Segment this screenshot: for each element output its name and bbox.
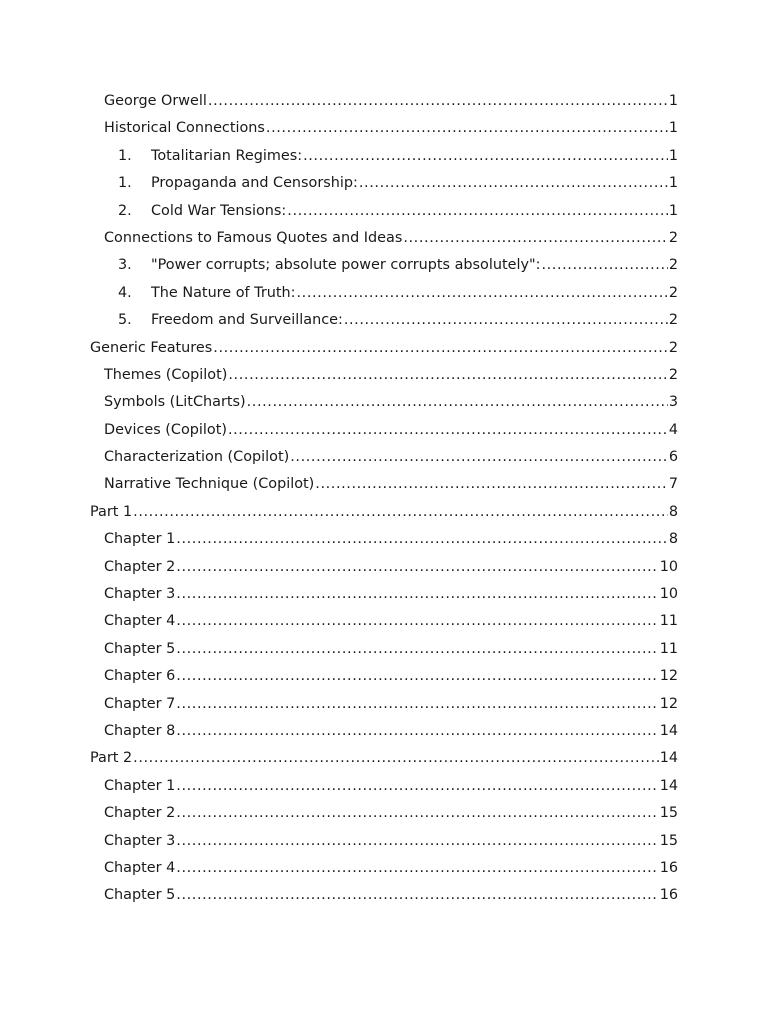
- toc-entry-page-number: 2: [668, 366, 678, 383]
- toc-entry-page-number: 6: [668, 449, 678, 466]
- toc-entry-page-number: 3: [668, 394, 678, 411]
- toc-dot-leader: [344, 307, 668, 334]
- toc-entry-title: Totalitarian Regimes:: [151, 147, 303, 164]
- toc-entry-title: Cold War Tensions:: [151, 202, 287, 219]
- toc-dot-leader: [176, 636, 658, 663]
- toc-entry-title: Chapter 8: [104, 722, 176, 739]
- toc-entry[interactable]: [0, 198, 768, 225]
- toc-entry[interactable]: [0, 663, 768, 690]
- toc-entry-page-number: 4: [668, 421, 678, 438]
- toc-dot-leader: [290, 444, 668, 471]
- toc-entry[interactable]: [0, 444, 768, 471]
- toc-entry[interactable]: [0, 526, 768, 553]
- toc-entry-title: George Orwell: [104, 93, 207, 109]
- toc-entry-title: Freedom and Surveillance:: [151, 312, 343, 329]
- toc-entry[interactable]: [0, 636, 768, 663]
- toc-entry-page-number: 16: [659, 859, 678, 876]
- toc-entry-number: 3.: [118, 257, 132, 274]
- toc-entry-page-number: 10: [659, 558, 678, 575]
- toc-entry-title: Chapter 3: [104, 586, 176, 603]
- toc-entry[interactable]: [0, 225, 768, 252]
- toc-entry[interactable]: [0, 718, 768, 745]
- toc-dot-leader: [228, 362, 667, 389]
- toc-entry[interactable]: [0, 143, 768, 170]
- toc-dot-leader: [303, 143, 668, 170]
- toc-entry-title: Symbols (LitCharts): [104, 394, 246, 411]
- toc-entry-page-number: 12: [659, 695, 678, 712]
- toc-entry-page-number: 2: [668, 257, 678, 274]
- toc-dot-leader: [133, 499, 668, 526]
- toc-entry-page-number: 2: [668, 339, 678, 356]
- toc-entry[interactable]: [0, 307, 768, 334]
- toc-entry-title: Narrative Technique (Copilot): [104, 476, 315, 493]
- toc-entry[interactable]: [0, 115, 768, 142]
- toc-dot-leader: [287, 198, 668, 225]
- toc-entry-page-number: 14: [659, 750, 678, 767]
- toc-entry-page-number: 15: [659, 805, 678, 822]
- toc-entry-title: Chapter 4: [104, 613, 176, 630]
- toc-entry-title: Propaganda and Censorship:: [151, 175, 358, 192]
- toc-entry[interactable]: [0, 828, 768, 855]
- toc-entry[interactable]: [0, 554, 768, 581]
- toc-entry-title: Chapter 2: [104, 558, 176, 575]
- toc-dot-leader: [176, 608, 658, 635]
- toc-entry-title: Chapter 5: [104, 640, 176, 657]
- toc-entry-title: Devices (Copilot): [104, 421, 227, 438]
- toc-dot-leader: [266, 115, 668, 142]
- toc-dot-leader: [176, 828, 658, 855]
- toc-entry-title: Chapter 7: [104, 695, 176, 712]
- toc-entry-number: 5.: [118, 312, 132, 329]
- toc-entry-title: Chapter 1: [104, 531, 176, 548]
- toc-dot-leader: [296, 280, 667, 307]
- toc-entry[interactable]: [0, 280, 768, 307]
- toc-dot-leader: [176, 773, 658, 800]
- toc-entry-page-number: 16: [659, 887, 678, 904]
- toc-entry-page-number: 1: [668, 147, 678, 164]
- toc-entry[interactable]: [0, 499, 768, 526]
- toc-entry-number: 2.: [118, 202, 132, 219]
- toc-dot-leader: [176, 691, 658, 718]
- toc-entry[interactable]: [0, 800, 768, 827]
- toc-entry[interactable]: [0, 471, 768, 498]
- toc-dot-leader: [176, 855, 658, 882]
- toc-entry-title: Chapter 2: [104, 805, 176, 822]
- table-of-contents: [0, 88, 768, 910]
- toc-entry-number: 4.: [118, 284, 132, 301]
- toc-entry[interactable]: [0, 335, 768, 362]
- toc-entry-title: Themes (Copilot): [104, 366, 228, 383]
- toc-entry[interactable]: [0, 252, 768, 279]
- toc-entry-title: Chapter 5: [104, 887, 176, 904]
- toc-entry-page-number: 8: [668, 531, 678, 548]
- toc-entry[interactable]: [0, 773, 768, 800]
- toc-entry[interactable]: [0, 745, 768, 772]
- toc-entry-title: Generic Features: [90, 339, 213, 356]
- toc-entry-page-number: 14: [659, 777, 678, 794]
- toc-dot-leader: [403, 225, 668, 252]
- toc-entry-page-number: 1: [668, 175, 678, 192]
- toc-entry-title: Chapter 1: [104, 777, 176, 794]
- toc-entry-page-number: 12: [659, 668, 678, 685]
- toc-entry-title: Part 2: [90, 750, 133, 767]
- toc-dot-leader: [247, 389, 668, 416]
- toc-entry-page-number: 2: [668, 312, 678, 329]
- toc-entry-title: Historical Connections: [104, 120, 265, 137]
- toc-entry-page-number: 1: [668, 120, 678, 137]
- toc-dot-leader: [176, 581, 658, 608]
- toc-dot-leader: [176, 554, 658, 581]
- toc-dot-leader: [176, 718, 658, 745]
- toc-dot-leader: [228, 417, 668, 444]
- toc-entry-page-number: 11: [659, 640, 678, 657]
- toc-dot-leader: [359, 170, 668, 197]
- toc-dot-leader: [176, 663, 658, 690]
- toc-entry-page-number: 10: [659, 586, 678, 603]
- toc-entry-page-number: 15: [659, 832, 678, 849]
- toc-entry-page-number: 2: [668, 229, 678, 246]
- toc-dot-leader: [176, 526, 668, 553]
- toc-entry-title: Chapter 6: [104, 668, 176, 685]
- toc-dot-leader: [208, 88, 668, 115]
- toc-entry-title: "Power corrupts; absolute power corrupts absolutely":: [151, 257, 541, 274]
- toc-dot-leader: [315, 471, 668, 498]
- toc-entry-page-number: 1: [668, 93, 678, 109]
- toc-entry-title: Characterization (Copilot): [104, 449, 290, 466]
- toc-dot-leader: [176, 800, 658, 827]
- toc-dot-leader: [176, 882, 658, 909]
- toc-entry-page-number: 1: [668, 202, 678, 219]
- toc-entry-page-number: 2: [668, 284, 678, 301]
- toc-entry-title: Part 1: [90, 503, 133, 520]
- toc-entry-title: Chapter 4: [104, 859, 176, 876]
- toc-entry-title: Chapter 3: [104, 832, 176, 849]
- toc-entry-number: 1.: [118, 175, 132, 192]
- toc-dot-leader: [133, 745, 659, 772]
- toc-entry[interactable]: [0, 88, 768, 115]
- toc-entry-number: 1.: [118, 147, 132, 164]
- toc-entry[interactable]: [0, 691, 768, 718]
- toc-entry[interactable]: [0, 855, 768, 882]
- toc-entry[interactable]: [0, 170, 768, 197]
- toc-entry[interactable]: [0, 362, 768, 389]
- toc-dot-leader: [541, 252, 667, 279]
- toc-entry[interactable]: [0, 389, 768, 416]
- toc-entry[interactable]: [0, 417, 768, 444]
- toc-dot-leader: [213, 335, 668, 362]
- toc-entry[interactable]: [0, 608, 768, 635]
- toc-entry[interactable]: [0, 581, 768, 608]
- toc-entry-title: The Nature of Truth:: [151, 284, 296, 301]
- toc-entry[interactable]: [0, 882, 768, 909]
- toc-entry-page-number: 11: [659, 613, 678, 630]
- toc-entry-page-number: 8: [668, 503, 678, 520]
- toc-entry-page-number: 7: [668, 476, 678, 493]
- toc-entry-page-number: 14: [659, 722, 678, 739]
- toc-entry-title: Connections to Famous Quotes and Ideas: [104, 229, 403, 246]
